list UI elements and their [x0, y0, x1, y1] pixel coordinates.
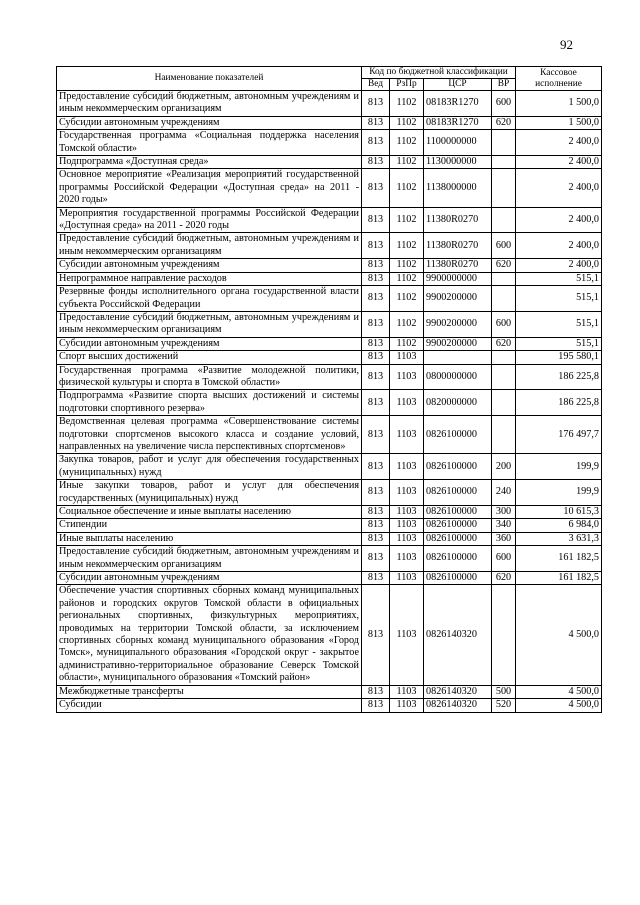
row-amount: 2 400,0 [516, 169, 602, 207]
row-ved: 813 [362, 272, 390, 285]
row-amount: 2 400,0 [516, 130, 602, 156]
table-row [57, 233, 602, 259]
row-csr: 9900000000 [424, 272, 492, 285]
row-ved: 813 [362, 207, 390, 233]
row-name: Субсидии автономным учреждениям [57, 572, 362, 585]
row-csr: 1130000000 [424, 156, 492, 169]
row-name: Предоставление субсидий бюджетным, автономным учреждениям и иным некоммерческим организациям [57, 546, 362, 572]
row-amount: 10 615,3 [516, 506, 602, 519]
row-vr: 300 [492, 506, 516, 519]
row-vr [492, 207, 516, 233]
table-row [57, 364, 602, 390]
table-row [57, 390, 602, 416]
row-rzpr: 1103 [390, 351, 424, 364]
row-vr: 600 [492, 91, 516, 117]
table-row [57, 207, 602, 233]
row-csr: 0826100000 [424, 519, 492, 532]
row-name: Закупка товаров, работ и услуг для обеспечения государственных (муниципальных) нужд [57, 454, 362, 480]
row-amount: 1 500,0 [516, 116, 602, 129]
row-vr [492, 364, 516, 390]
row-rzpr: 1103 [390, 506, 424, 519]
row-amount: 186 225,8 [516, 390, 602, 416]
table-row [57, 156, 602, 169]
row-vr [492, 416, 516, 454]
row-csr: 0826100000 [424, 546, 492, 572]
row-ved: 813 [362, 233, 390, 259]
row-amount: 161 182,5 [516, 546, 602, 572]
row-amount: 515,1 [516, 286, 602, 312]
row-vr [492, 286, 516, 312]
row-rzpr: 1102 [390, 116, 424, 129]
row-ved: 813 [362, 572, 390, 585]
row-rzpr: 1103 [390, 572, 424, 585]
row-rzpr: 1102 [390, 259, 424, 272]
row-ved: 813 [362, 699, 390, 712]
table-header [57, 67, 602, 91]
table-row [57, 480, 602, 506]
row-ved: 813 [362, 337, 390, 350]
row-name: Обеспечение участия спортивных сборных команд муниципальных районов и городских округов Томской области в официальных региональных спортивных, физкультурных мероприятиях, проводимых на территории Томской области, за исключением спортивных сборных команд муниципального образования «Город Томск», муниципального образования «Городской округ - закрытое административно-территориальное образование Северск Томской области», муниципального образования «Томский район» [57, 585, 362, 685]
row-ved: 813 [362, 351, 390, 364]
row-amount: 199,9 [516, 454, 602, 480]
row-csr: 08183R1270 [424, 91, 492, 117]
row-name: Резервные фонды исполнительного органа государственной власти субъекта Российской Федерации [57, 286, 362, 312]
table-row [57, 532, 602, 545]
row-csr: 11380R0270 [424, 207, 492, 233]
row-name: Предоставление субсидий бюджетным, автономным учреждениям и иным некоммерческим организациям [57, 311, 362, 337]
table-row [57, 116, 602, 129]
row-ved: 813 [362, 416, 390, 454]
row-vr [492, 169, 516, 207]
row-rzpr: 1102 [390, 156, 424, 169]
table-row [57, 699, 602, 712]
row-ved: 813 [362, 259, 390, 272]
row-rzpr: 1103 [390, 364, 424, 390]
row-name: Государственная программа «Социальная поддержка населения Томской области» [57, 130, 362, 156]
header-vr: ВР [492, 79, 516, 91]
row-name: Стипендии [57, 519, 362, 532]
row-csr: 0826100000 [424, 416, 492, 454]
row-vr: 600 [492, 233, 516, 259]
row-name: Непрограммное направление расходов [57, 272, 362, 285]
row-amount: 2 400,0 [516, 207, 602, 233]
row-rzpr: 1103 [390, 480, 424, 506]
row-name: Иные выплаты населению [57, 532, 362, 545]
row-rzpr: 1102 [390, 91, 424, 117]
header-csr: ЦСР [424, 79, 492, 91]
row-vr [492, 156, 516, 169]
row-ved: 813 [362, 546, 390, 572]
table-row [57, 416, 602, 454]
row-csr: 9900200000 [424, 311, 492, 337]
row-ved: 813 [362, 311, 390, 337]
row-csr: 0826100000 [424, 572, 492, 585]
row-csr: 9900200000 [424, 286, 492, 312]
row-ved: 813 [362, 91, 390, 117]
page-number: 92 [560, 37, 573, 52]
header-rzpr: РзПр [390, 79, 424, 91]
row-name: Межбюджетные трансферты [57, 685, 362, 698]
row-amount: 3 631,3 [516, 532, 602, 545]
row-vr: 360 [492, 532, 516, 545]
row-rzpr: 1102 [390, 130, 424, 156]
row-rzpr: 1102 [390, 233, 424, 259]
row-name: Субсидии автономным учреждениям [57, 116, 362, 129]
row-vr: 600 [492, 546, 516, 572]
row-vr [492, 351, 516, 364]
row-rzpr: 1103 [390, 685, 424, 698]
table-row [57, 169, 602, 207]
table-row [57, 130, 602, 156]
row-name: Субсидии автономным учреждениям [57, 337, 362, 350]
row-rzpr: 1102 [390, 286, 424, 312]
row-amount: 186 225,8 [516, 364, 602, 390]
row-vr: 620 [492, 572, 516, 585]
row-csr: 0800000000 [424, 364, 492, 390]
table-row [57, 311, 602, 337]
row-rzpr: 1102 [390, 207, 424, 233]
row-vr: 620 [492, 116, 516, 129]
row-name: Государственная программа «Развитие молодежной политики, физической культуры и спорта в Томской области» [57, 364, 362, 390]
row-csr: 1100000000 [424, 130, 492, 156]
table-row [57, 519, 602, 532]
row-amount: 4 500,0 [516, 699, 602, 712]
row-amount: 2 400,0 [516, 233, 602, 259]
row-vr [492, 585, 516, 685]
row-rzpr: 1102 [390, 337, 424, 350]
row-amount: 176 497,7 [516, 416, 602, 454]
row-name: Предоставление субсидий бюджетным, автономным учреждениям и иным некоммерческим организациям [57, 233, 362, 259]
row-amount: 515,1 [516, 337, 602, 350]
row-csr: 1138000000 [424, 169, 492, 207]
row-ved: 813 [362, 685, 390, 698]
header-ved: Вед [362, 79, 390, 91]
row-ved: 813 [362, 116, 390, 129]
table-row [57, 259, 602, 272]
row-ved: 813 [362, 454, 390, 480]
row-vr: 520 [492, 699, 516, 712]
row-name: Подпрограмма «Развитие спорта высших достижений и системы подготовки спортивного резерва» [57, 390, 362, 416]
row-name: Подпрограмма «Доступная среда» [57, 156, 362, 169]
row-csr: 0826100000 [424, 454, 492, 480]
table-row [57, 506, 602, 519]
header-name: Наименование показателей [57, 67, 362, 91]
row-amount: 199,9 [516, 480, 602, 506]
row-name: Предоставление субсидий бюджетным, автономным учреждениям и иным некоммерческим организациям [57, 91, 362, 117]
row-rzpr: 1103 [390, 454, 424, 480]
table-row [57, 585, 602, 685]
row-ved: 813 [362, 532, 390, 545]
row-ved: 813 [362, 390, 390, 416]
budget-table [56, 66, 602, 713]
row-rzpr: 1102 [390, 169, 424, 207]
table-row [57, 286, 602, 312]
row-vr: 620 [492, 259, 516, 272]
row-vr: 240 [492, 480, 516, 506]
row-ved: 813 [362, 519, 390, 532]
row-rzpr: 1103 [390, 416, 424, 454]
row-ved: 813 [362, 130, 390, 156]
row-rzpr: 1103 [390, 585, 424, 685]
table-row [57, 685, 602, 698]
row-csr: 0820000000 [424, 390, 492, 416]
row-csr: 0826140320 [424, 585, 492, 685]
row-ved: 813 [362, 364, 390, 390]
row-amount: 161 182,5 [516, 572, 602, 585]
row-amount: 4 500,0 [516, 585, 602, 685]
row-amount: 195 580,1 [516, 351, 602, 364]
row-amount: 4 500,0 [516, 685, 602, 698]
row-csr [424, 351, 492, 364]
row-name: Мероприятия государственной программы Российской Федерации «Доступная среда» на 2011 - 2020 годы [57, 207, 362, 233]
row-ved: 813 [362, 286, 390, 312]
row-rzpr: 1103 [390, 546, 424, 572]
row-amount: 2 400,0 [516, 156, 602, 169]
row-name: Ведомственная целевая программа «Совершенствование системы подготовки спортсменов высокого класса и создание условий, направленных на увеличение числа перспективных спортсменов» [57, 416, 362, 454]
row-csr: 0826140320 [424, 685, 492, 698]
row-vr: 340 [492, 519, 516, 532]
table-row [57, 337, 602, 350]
row-vr: 600 [492, 311, 516, 337]
row-ved: 813 [362, 506, 390, 519]
header-amount: Кассовое исполнение [516, 67, 602, 91]
row-vr [492, 390, 516, 416]
row-csr: 9900200000 [424, 337, 492, 350]
row-rzpr: 1103 [390, 532, 424, 545]
row-amount: 515,1 [516, 311, 602, 337]
row-rzpr: 1103 [390, 699, 424, 712]
row-ved: 813 [362, 480, 390, 506]
row-name: Иные закупки товаров, работ и услуг для обеспечения государственных (муниципальных) нужд [57, 480, 362, 506]
table-row [57, 454, 602, 480]
row-name: Субсидии [57, 699, 362, 712]
row-name: Основное мероприятие «Реализация мероприятий государственной программы Российской Федерации «Доступная среда» на 2011 - 2020 годы» [57, 169, 362, 207]
row-name: Субсидии автономным учреждениям [57, 259, 362, 272]
table-row [57, 272, 602, 285]
row-csr: 11380R0270 [424, 259, 492, 272]
row-vr [492, 272, 516, 285]
row-ved: 813 [362, 169, 390, 207]
row-ved: 813 [362, 156, 390, 169]
row-vr: 620 [492, 337, 516, 350]
row-rzpr: 1102 [390, 311, 424, 337]
table-row [57, 351, 602, 364]
row-csr: 08183R1270 [424, 116, 492, 129]
row-name: Социальное обеспечение и иные выплаты населению [57, 506, 362, 519]
table-row [57, 546, 602, 572]
row-amount: 515,1 [516, 272, 602, 285]
table-row [57, 91, 602, 117]
row-rzpr: 1103 [390, 390, 424, 416]
row-amount: 2 400,0 [516, 259, 602, 272]
row-csr: 0826140320 [424, 699, 492, 712]
row-csr: 0826100000 [424, 532, 492, 545]
row-vr [492, 130, 516, 156]
row-ved: 813 [362, 585, 390, 685]
row-vr: 500 [492, 685, 516, 698]
row-csr: 11380R0270 [424, 233, 492, 259]
row-name: Спорт высших достижений [57, 351, 362, 364]
row-amount: 1 500,0 [516, 91, 602, 117]
header-code-group: Код по бюджетной классификации [362, 67, 516, 79]
row-csr: 0826100000 [424, 506, 492, 519]
row-rzpr: 1103 [390, 519, 424, 532]
row-csr: 0826100000 [424, 480, 492, 506]
row-rzpr: 1102 [390, 272, 424, 285]
row-amount: 6 984,0 [516, 519, 602, 532]
table-row [57, 572, 602, 585]
row-vr: 200 [492, 454, 516, 480]
table-body [57, 91, 602, 713]
